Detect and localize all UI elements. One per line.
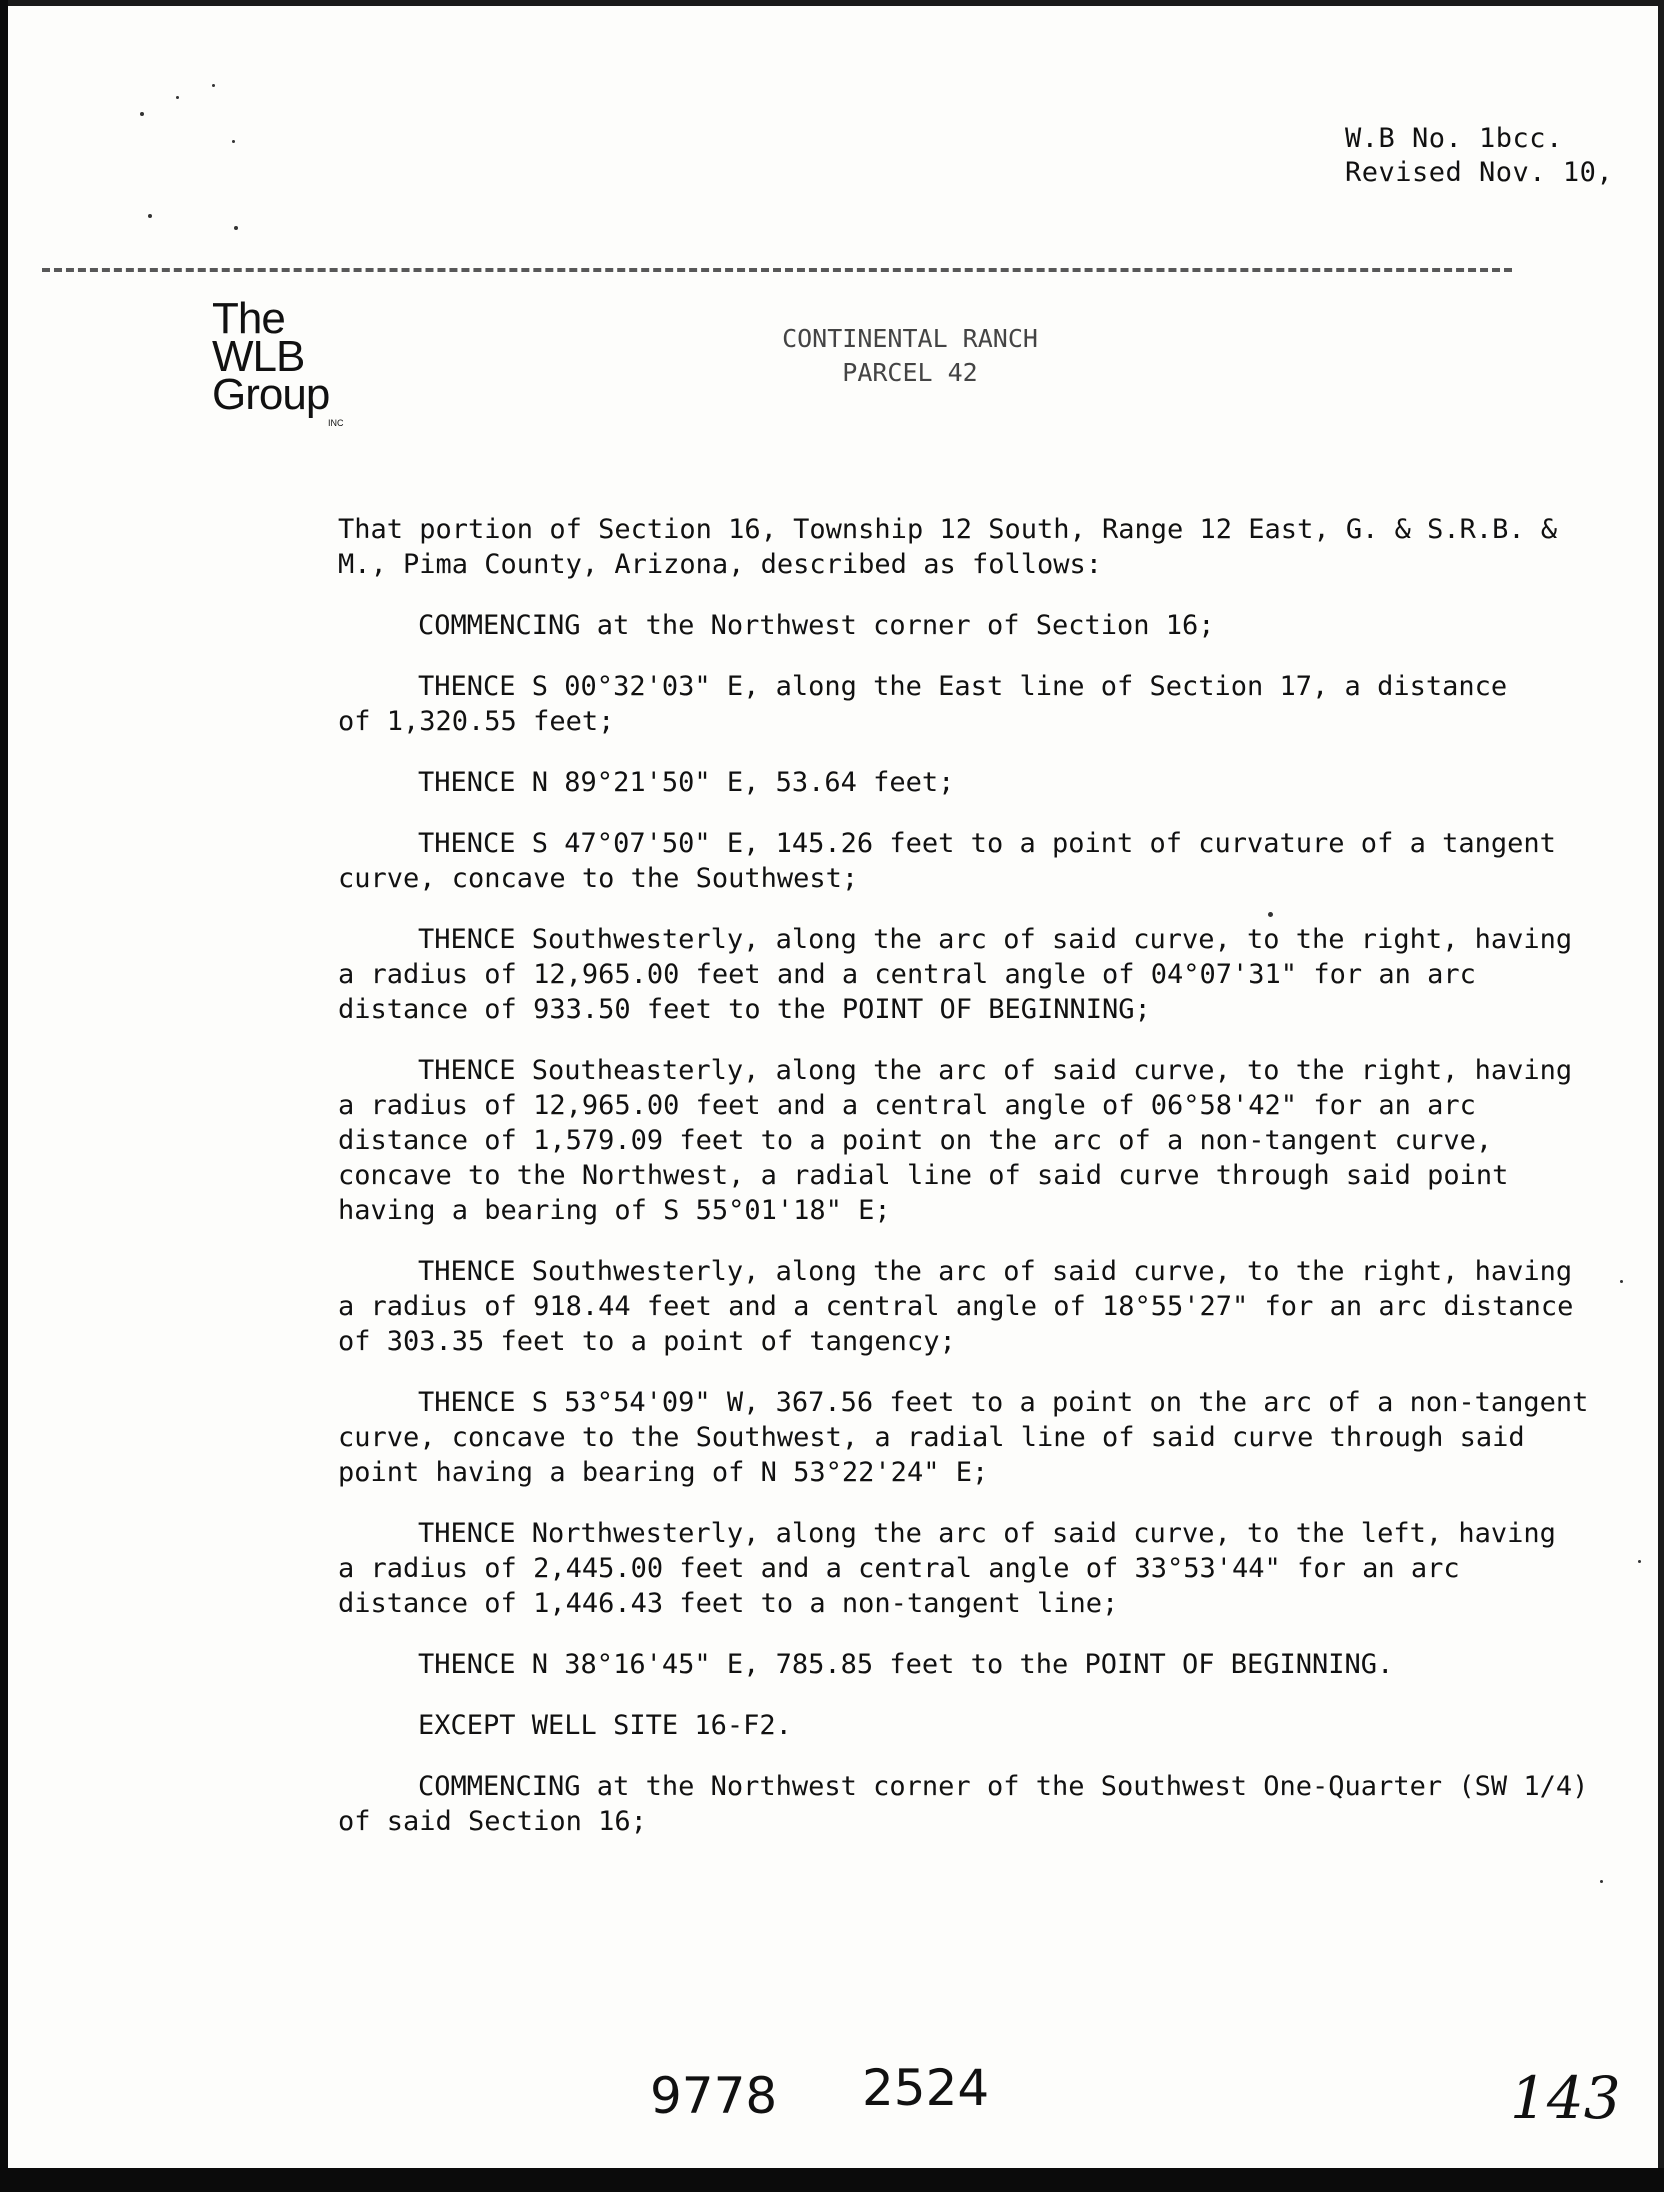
scan-speck xyxy=(212,84,215,87)
description-paragraph: THENCE S 53°54'09" W, 367.56 feet to a point on the arc of a non-tangent curve, concave to the Southwest, a radial line of said curve through said point having a bearing of N 53°22'24" E; xyxy=(338,1387,1589,1488)
scan-border-bottom xyxy=(0,2168,1664,2192)
title-line-2: PARCEL 42 xyxy=(842,358,978,387)
wlb-group-logo xyxy=(212,294,344,428)
description-paragraph: THENCE Northwesterly, along the arc of said curve, to the left, having a radius of 2,445.00 feet and a central angle of 33°53'44" for an arc distance of 1,446.43 feet to a non-tangent line; xyxy=(338,1518,1556,1619)
description-paragraph: THENCE N 89°21'50" E, 53.64 feet; xyxy=(418,767,955,798)
page-stamp: 2524 xyxy=(862,2059,990,2117)
scan-speck xyxy=(1638,1560,1641,1563)
description-paragraph: EXCEPT WELL SITE 16-F2. xyxy=(418,1710,792,1741)
legal-description xyxy=(338,512,1608,1865)
scan-speck xyxy=(176,96,179,99)
scan-speck xyxy=(234,226,238,230)
scan-speck xyxy=(1620,1280,1623,1283)
description-paragraph: THENCE N 38°16'45" E, 785.85 feet to the POINT OF BEGINNING. xyxy=(418,1649,1394,1680)
description-paragraph: THENCE S 00°32'03" E, along the East line of Section 17, a distance of 1,320.55 feet; xyxy=(338,671,1508,737)
description-paragraph: COMMENCING at the Northwest corner of Section 16; xyxy=(418,610,1215,641)
description-paragraph: THENCE Southwesterly, along the arc of said curve, to the right, having a radius of 12,965.00 feet and a central angle of 04°07'31" for an arc distance of 933.50 feet to the POINT OF BEGINNING; xyxy=(338,924,1573,1025)
scan-speck xyxy=(232,140,235,143)
docket-stamp: 9778 xyxy=(650,2067,778,2125)
description-paragraph: COMMENCING at the Northwest corner of the Southwest One-Quarter (SW 1/4) of said Section 16; xyxy=(338,1771,1589,1837)
scan-border-right xyxy=(1658,0,1664,2192)
logo-line-group: Group xyxy=(212,370,330,419)
handwritten-page-number: 143 xyxy=(1510,2064,1621,2132)
revised-date: Revised Nov. 10, xyxy=(1345,157,1614,188)
scan-border-top xyxy=(0,0,1664,6)
description-paragraph: THENCE Southwesterly, along the arc of said curve, to the right, having a radius of 918.44 feet and a central angle of 18°55'27" for an arc distance of 303.35 feet to a point of tangency; xyxy=(338,1256,1574,1357)
description-paragraph: THENCE S 47°07'50" E, 145.26 feet to a point of curvature of a tangent curve, concave to the Southwest; xyxy=(338,828,1556,894)
document-title xyxy=(620,322,1200,390)
reference-block xyxy=(1345,122,1613,190)
scan-speck xyxy=(148,214,152,218)
wlb-number: W.B No. 1bcc. xyxy=(1345,123,1563,154)
scan-speck xyxy=(1600,1880,1603,1883)
logo-inc: INC xyxy=(328,418,344,428)
scan-speck xyxy=(140,112,144,116)
logo-line-the: The xyxy=(212,294,285,343)
description-paragraph: THENCE Southeasterly, along the arc of said curve, to the right, having a radius of 12,965.00 feet and a central angle of 06°58'42" for an arc distance of 1,579.09 feet to a point on the arc of a non-tangent curve, concave to the Northwest, a radial line of said curve through said point having a bearing of S 55°01'18" E; xyxy=(338,1055,1573,1226)
title-line-1: CONTINENTAL RANCH xyxy=(782,324,1038,353)
scan-border-left xyxy=(0,0,8,2192)
header-separator xyxy=(42,268,1512,272)
intro-paragraph: That portion of Section 16, Township 12 South, Range 12 East, G. & S.R.B. & M., Pima County, Arizona, described as follows: xyxy=(338,514,1558,580)
logo-line-wlb: WLB xyxy=(212,332,305,381)
